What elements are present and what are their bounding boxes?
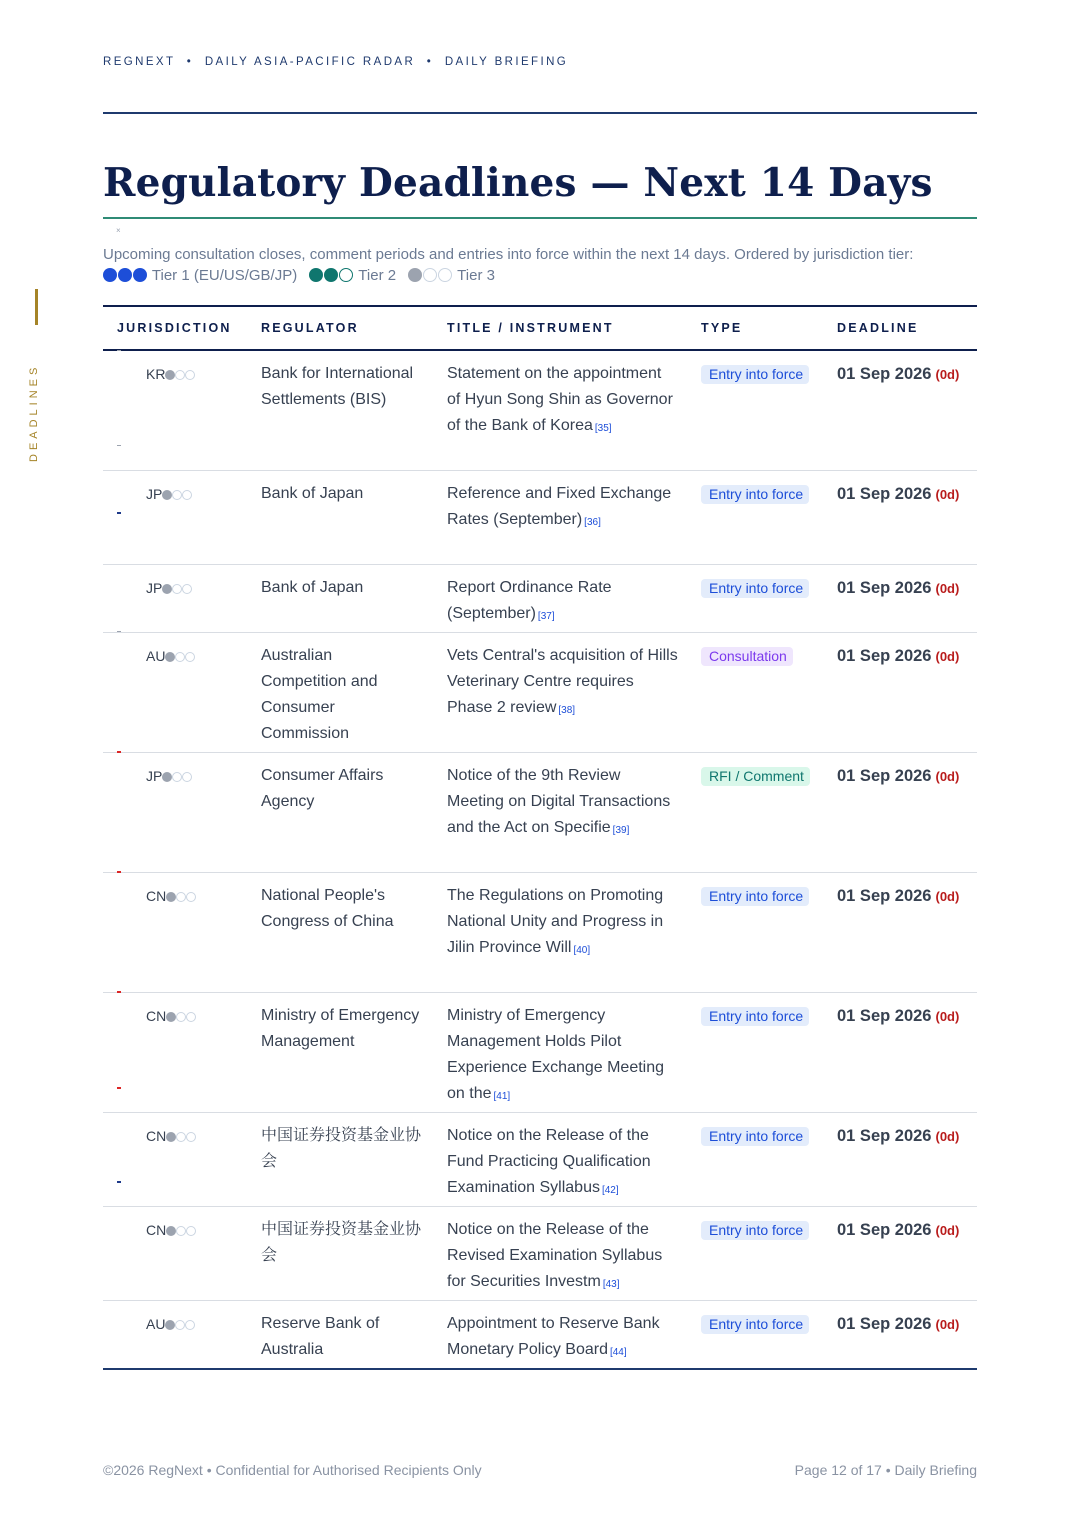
- days-remaining: (0d): [935, 1223, 960, 1238]
- table-row: [103, 1113, 977, 1207]
- tier-dot-icon: [186, 892, 196, 902]
- legend-label: Tier 2: [358, 267, 397, 284]
- type-badge: Entry into force: [701, 1127, 809, 1146]
- reference-link[interactable]: [35]: [594, 423, 612, 434]
- type-badge: Entry into force: [701, 365, 809, 384]
- deadline-cell: [837, 575, 959, 602]
- type-badge: Entry into force: [701, 1007, 809, 1026]
- jurisdiction-cell: [146, 361, 195, 387]
- tier-dot-icon: [176, 1226, 186, 1236]
- tier-dot-icon: [185, 370, 195, 380]
- jurisdiction-code: CN: [146, 1128, 167, 1144]
- reference-link[interactable]: [42]: [601, 1185, 619, 1196]
- days-remaining: (0d): [935, 487, 960, 502]
- deadline-date: 01 Sep 2026: [837, 767, 932, 785]
- deadline-cell: [837, 763, 959, 790]
- type-cell: [701, 643, 819, 669]
- jurisdiction-cell: [146, 575, 192, 601]
- footer-page-number: Page 12 of 17 • Daily Briefing: [794, 1462, 977, 1478]
- tier-dot-icon: [172, 490, 182, 500]
- jurisdiction-code: JP: [146, 768, 163, 784]
- days-remaining: (0d): [935, 649, 960, 664]
- jurisdiction-cell: [146, 643, 195, 669]
- deadline-date: 01 Sep 2026: [837, 887, 932, 905]
- tier-dot-icon: [186, 1012, 196, 1022]
- jurisdiction-code: AU: [146, 648, 166, 664]
- tier-dot-icon: [166, 892, 176, 902]
- column-header-jurisdiction: JURISDICTION: [117, 321, 232, 335]
- type-cell: [701, 763, 819, 789]
- deadline-cell: [837, 1217, 959, 1244]
- reference-link[interactable]: [39]: [612, 825, 630, 836]
- type-cell: [701, 1003, 819, 1029]
- tier-dot-icon: [182, 490, 192, 500]
- table-row: [103, 993, 977, 1113]
- deadline-date: 01 Sep 2026: [837, 579, 932, 597]
- legend-tier-2: [309, 267, 400, 284]
- days-remaining: (0d): [935, 1009, 960, 1024]
- title-cell: [447, 1003, 679, 1110]
- column-header-regulator: REGULATOR: [261, 321, 359, 335]
- jurisdiction-cell: [146, 1217, 196, 1243]
- jurisdiction-code: JP: [146, 580, 163, 596]
- tier-dot-icon: [162, 772, 172, 782]
- instrument-title: Statement on the appointment of Hyun Song Shin as Governor of the Bank of Korea: [447, 365, 673, 434]
- legend-label: Tier 3: [457, 267, 495, 284]
- jurisdiction-code: JP: [146, 486, 163, 502]
- deadline-cell: [837, 643, 959, 670]
- jurisdiction-cell: [146, 481, 192, 507]
- deadline-cell: [837, 1311, 959, 1338]
- title-cell: [447, 1217, 679, 1298]
- reference-link[interactable]: [44]: [609, 1347, 627, 1358]
- side-accent-bar: [35, 289, 38, 325]
- table-row: [103, 1301, 977, 1370]
- tier-dot-icon: [166, 1012, 176, 1022]
- legend-tier-1: [103, 267, 301, 284]
- tier-dots-icon: [309, 267, 354, 284]
- reference-link[interactable]: [41]: [493, 1091, 511, 1102]
- title-cell: [447, 643, 679, 724]
- deadline-date: 01 Sep 2026: [837, 365, 932, 383]
- regulator-cell: 中国证券投资基金业协会: [261, 1127, 422, 1170]
- type-cell: [701, 1217, 819, 1243]
- header-doc-type: DAILY BRIEFING: [444, 56, 569, 68]
- days-remaining: (0d): [935, 889, 960, 904]
- table-row: [103, 565, 977, 633]
- tier-dots-icon: [408, 267, 453, 284]
- deadline-date: 01 Sep 2026: [837, 1127, 932, 1145]
- page-title: Regulatory Deadlines — Next 14 Days: [103, 160, 933, 206]
- column-header-title: TITLE / INSTRUMENT: [447, 321, 614, 335]
- instrument-title: Vets Central's acquisition of Hills Veterinary Centre requires Phase 2 review: [447, 647, 678, 716]
- type-cell: [701, 481, 819, 507]
- regulator-cell: Consumer Affairs Agency: [261, 767, 384, 810]
- side-section-label: DEADLINES: [28, 363, 40, 462]
- type-badge: Entry into force: [701, 1315, 809, 1334]
- type-badge: Entry into force: [701, 485, 809, 504]
- tier-dot-icon: [185, 652, 195, 662]
- regulator-cell: Australian Competition and Consumer Commission: [261, 647, 378, 742]
- tier-dot-icon: [175, 370, 185, 380]
- instrument-title: Report Ordinance Rate (September): [447, 579, 612, 622]
- deadline-date: 01 Sep 2026: [837, 647, 932, 665]
- tier-dot-icon: [165, 652, 175, 662]
- title-cell: [447, 763, 679, 844]
- jurisdiction-code: CN: [146, 1008, 167, 1024]
- jurisdiction-cell: [146, 883, 196, 909]
- running-header: [103, 56, 568, 68]
- title-cell: [447, 883, 679, 964]
- instrument-title: The Regulations on Promoting National Unity and Progress in Jilin Province Will: [447, 887, 664, 956]
- column-header-deadline: DEADLINE: [837, 321, 919, 335]
- table-row: [103, 753, 977, 873]
- tier-dot-icon: [185, 1320, 195, 1330]
- title-cell: [447, 481, 679, 536]
- header-section: DAILY ASIA-PACIFIC RADAR: [204, 56, 416, 68]
- deadlines-table: [103, 305, 977, 1370]
- table-row: [103, 471, 977, 565]
- regulator-cell: Bank of Japan: [261, 485, 364, 502]
- tier-dot-icon: [186, 1132, 196, 1142]
- reference-link[interactable]: [38]: [558, 705, 576, 716]
- deadline-cell: [837, 1003, 959, 1030]
- deadline-date: 01 Sep 2026: [837, 485, 932, 503]
- regulator-cell: Bank for International Settlements (BIS): [261, 365, 414, 408]
- table-header: [103, 305, 977, 351]
- instrument-title: Reference and Fixed Exchange Rates (September): [447, 485, 672, 528]
- type-cell: [701, 575, 819, 601]
- table-row: [103, 633, 977, 753]
- deadline-date: 01 Sep 2026: [837, 1007, 932, 1025]
- type-badge: Consultation: [701, 647, 793, 666]
- deadline-cell: [837, 481, 959, 508]
- legend-tier-3: [408, 267, 495, 284]
- regulator-cell: Ministry of Emergency Management: [261, 1007, 420, 1050]
- type-badge: Entry into force: [701, 1221, 809, 1240]
- jurisdiction-code: AU: [146, 1316, 166, 1332]
- column-header-type: TYPE: [701, 321, 743, 335]
- reference-link[interactable]: [40]: [573, 945, 591, 956]
- tier-dot-icon: [162, 490, 172, 500]
- tier-dots-icon: [103, 267, 148, 284]
- jurisdiction-code: CN: [146, 888, 167, 904]
- jurisdiction-cell: [146, 1003, 196, 1029]
- instrument-title: Ministry of Emergency Management Holds Pilot Experience Exchange Meeting on the: [447, 1007, 665, 1102]
- regulator-cell: Reserve Bank of Australia: [261, 1315, 380, 1358]
- days-remaining: (0d): [935, 769, 960, 784]
- type-badge: Entry into force: [701, 887, 809, 906]
- deadline-cell: [837, 883, 959, 910]
- type-cell: [701, 1311, 819, 1337]
- reference-link[interactable]: [37]: [537, 611, 555, 622]
- title-cell: [447, 1123, 679, 1204]
- title-cell: [447, 361, 679, 442]
- anchor-mark: ×: [116, 226, 121, 235]
- days-remaining: (0d): [935, 367, 960, 382]
- table-row: [103, 351, 977, 471]
- tier-dot-icon: [175, 1320, 185, 1330]
- instrument-title: Appointment to Reserve Bank Monetary Policy Board: [447, 1315, 660, 1358]
- deadline-cell: [837, 1123, 959, 1150]
- regulator-cell: 中国证券投资基金业协会: [261, 1221, 422, 1264]
- table-row: [103, 1207, 977, 1301]
- deadline-date: 01 Sep 2026: [837, 1315, 932, 1333]
- deadline-cell: [837, 361, 959, 388]
- intro-text: Upcoming consultation closes, comment periods and entries into force within the next 14 days. Ordered by jurisdiction tier:: [103, 246, 914, 263]
- instrument-title: Notice of the 9th Review Meeting on Digital Transactions and the Act on Specifie: [447, 767, 671, 836]
- deadline-date: 01 Sep 2026: [837, 1221, 932, 1239]
- jurisdiction-cell: [146, 763, 192, 789]
- footer-copyright: ©2026 RegNext • Confidential for Authorised Recipients Only: [103, 1462, 482, 1478]
- tier-dot-icon: [162, 584, 172, 594]
- regulator-cell: National People's Congress of China: [261, 887, 394, 930]
- jurisdiction-cell: [146, 1311, 195, 1337]
- tier-dot-icon: [175, 652, 185, 662]
- reference-link[interactable]: [36]: [584, 517, 601, 528]
- jurisdiction-cell: [146, 1123, 196, 1149]
- tier-dot-icon: [172, 584, 182, 594]
- tier-dot-icon: [166, 1132, 176, 1142]
- type-badge: Entry into force: [701, 579, 809, 598]
- table-row: [103, 873, 977, 993]
- jurisdiction-code: KR: [146, 366, 166, 382]
- header-rule: [103, 112, 977, 114]
- title-cell: [447, 1311, 679, 1366]
- title-rule: [103, 217, 977, 219]
- instrument-title: Notice on the Release of the Fund Practicing Qualification Examination Syllabus: [447, 1127, 651, 1196]
- days-remaining: (0d): [935, 1129, 960, 1144]
- header-separator: •: [186, 56, 194, 68]
- title-cell: [447, 575, 679, 630]
- tier-dot-icon: [182, 772, 192, 782]
- legend-label: Tier 1 (EU/US/GB/JP): [151, 267, 298, 284]
- type-cell: [701, 361, 819, 387]
- jurisdiction-code: CN: [146, 1222, 167, 1238]
- regulator-cell: Bank of Japan: [261, 579, 364, 596]
- days-remaining: (0d): [935, 581, 960, 596]
- type-cell: [701, 1123, 819, 1149]
- header-brand: REGNEXT: [103, 56, 176, 68]
- tier-dot-icon: [165, 1320, 175, 1330]
- days-remaining: (0d): [935, 1317, 960, 1332]
- header-separator: •: [426, 56, 434, 68]
- tier-dot-icon: [172, 772, 182, 782]
- instrument-title: Notice on the Release of the Revised Examination Syllabus for Securities Investm: [447, 1221, 663, 1290]
- tier-dot-icon: [182, 584, 192, 594]
- tier-dot-icon: [165, 370, 175, 380]
- tier-dot-icon: [186, 1226, 196, 1236]
- type-badge: RFI / Comment: [701, 767, 810, 786]
- tier-dot-icon: [176, 1012, 186, 1022]
- tier-legend: [103, 267, 503, 284]
- type-cell: [701, 883, 819, 909]
- reference-link[interactable]: [43]: [602, 1279, 620, 1290]
- tier-dot-icon: [176, 1132, 186, 1142]
- tier-dot-icon: [176, 892, 186, 902]
- tier-dot-icon: [166, 1226, 176, 1236]
